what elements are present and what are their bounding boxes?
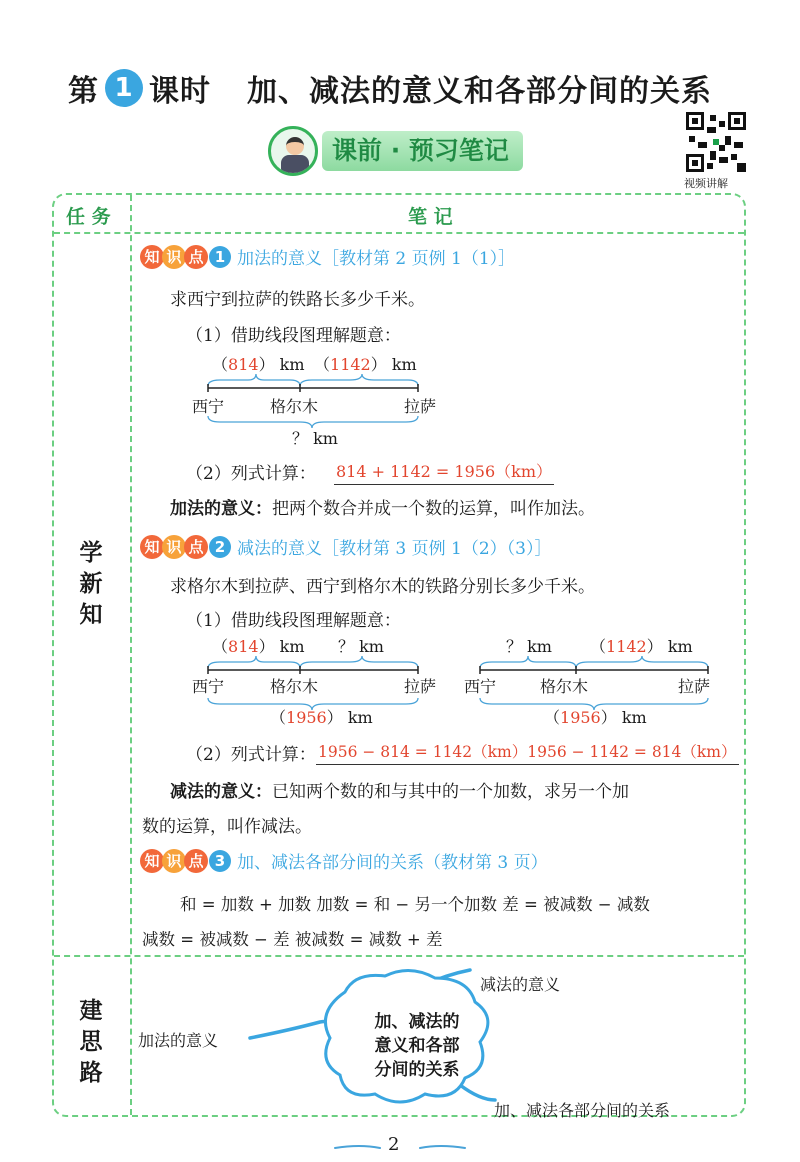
kp2a-label-lasa: 拉萨 <box>404 677 437 696</box>
kp2-segB-bottom: （1956） km <box>544 708 647 727</box>
qr-code-icon[interactable] <box>686 112 746 172</box>
kp2-question: 求格尔木到拉萨、西宁到格尔木的铁路分别长多少千米。 <box>170 577 595 597</box>
knowledge-point-2-heading <box>140 534 551 559</box>
lesson-number-badge: 1 <box>105 69 143 107</box>
knowledge-point-3-heading <box>140 848 548 873</box>
page-title <box>68 66 712 110</box>
title-prefix: 第 <box>68 74 99 109</box>
title-lesson: 课时 <box>149 74 211 109</box>
knowledge-point-title: 减法的意义［教材第 3 页例 1（2）（3）］ <box>237 539 552 559</box>
kp1-step1: （1）借助线段图理解题意： <box>186 326 401 346</box>
page-number-decoration <box>330 1140 470 1154</box>
table-header-task: 任 务 <box>66 206 111 228</box>
mind-map-bottom-branch: 加、减法各部分间的关系 <box>494 1101 671 1120</box>
kp2a-label-xining: 西宁 <box>192 677 225 696</box>
kp2b-label-lasa: 拉萨 <box>678 677 711 696</box>
kp2-segA-top-left: （814） km <box>212 637 305 656</box>
qr-code-label: 视频讲解 <box>684 177 728 190</box>
side-label-learn: 学 新 知 <box>79 540 103 628</box>
kp1-seg-top-right: （1142） km <box>314 355 417 374</box>
kp2b-label-xining: 西宁 <box>464 677 497 696</box>
kp1-answer: 814 + 1142 = 1956（km） <box>334 459 554 485</box>
kp2-segB-top-right: （1142） km <box>590 637 693 656</box>
knowledge-point-tag: 知 识 点 1 <box>140 245 231 269</box>
teacher-avatar-icon <box>268 126 318 176</box>
kp2-segA-bottom: （1956） km <box>270 708 373 727</box>
side-label-build: 建 思 路 <box>79 998 103 1086</box>
kp2a-label-geermu: 格尔木 <box>270 677 319 696</box>
mind-map-left-branch: 加法的意义 <box>138 1031 219 1050</box>
kp1-seg-top-left: （814） km <box>212 355 305 374</box>
title-text: 加、减法的意义和各部分间的关系 <box>247 74 712 109</box>
banner-label: 课前 · 预习笔记 <box>322 131 523 171</box>
knowledge-point-title: 加法的意义［教材第 2 页例 1（1）］ <box>237 249 516 269</box>
kp1-definition: 加法的意义：把两个数合并成一个数的运算，叫作加法。 <box>170 499 595 519</box>
kp1-question: 求西宁到拉萨的铁路长多少千米。 <box>170 290 425 310</box>
knowledge-point-tag: 知 识 点 2 <box>140 535 231 559</box>
kp1-label-lasa: 拉萨 <box>404 397 437 416</box>
kp2-answer: 1956 − 814 = 1142（km）1956 − 1142 = 814（km） <box>316 740 739 765</box>
knowledge-point-tag: 知 识 点 3 <box>140 849 231 873</box>
kp1-label-geermu: 格尔木 <box>270 397 319 416</box>
kp2-step1: （1）借助线段图理解题意： <box>186 611 401 631</box>
section-banner <box>268 126 523 176</box>
kp2-definition-line2: 数的运算，叫作减法。 <box>142 817 312 837</box>
table-header-divider <box>54 232 744 234</box>
table-header-notes: 笔 记 <box>408 206 453 228</box>
kp2-definition-line1: 减法的意义：已知两个数的和与其中的一个加数，求另一个加 <box>170 782 629 802</box>
mind-map-top-branch: 减法的意义 <box>480 975 561 994</box>
kp2-segA-top-right: ？ km <box>338 637 384 656</box>
mind-map-center: 加、减法的 意义和各部 分间的关系 <box>374 1012 460 1080</box>
kp3-relations-line1: 和 = 加数 + 加数 加数 = 和 − 另一个加数 差 = 被减数 − 减数 <box>180 895 650 914</box>
kp1-seg-bottom: ？ km <box>292 429 338 448</box>
kp2-step2: （2）列式计算： <box>186 745 316 765</box>
kp1-step2: （2）列式计算： <box>186 464 316 484</box>
knowledge-point-title: 加、减法各部分间的关系（教材第 3 页） <box>237 853 548 873</box>
knowledge-point-1-heading <box>140 244 515 269</box>
page-number: 2 <box>388 1134 400 1155</box>
kp3-relations-line2: 减数 = 被减数 − 差 被减数 = 减数 + 差 <box>142 930 443 949</box>
table-column-divider <box>130 195 132 1115</box>
kp2-segB-top-left: ？ km <box>506 637 552 656</box>
table-row-divider <box>54 955 744 957</box>
kp1-label-xining: 西宁 <box>192 397 225 416</box>
kp2b-label-geermu: 格尔木 <box>540 677 589 696</box>
